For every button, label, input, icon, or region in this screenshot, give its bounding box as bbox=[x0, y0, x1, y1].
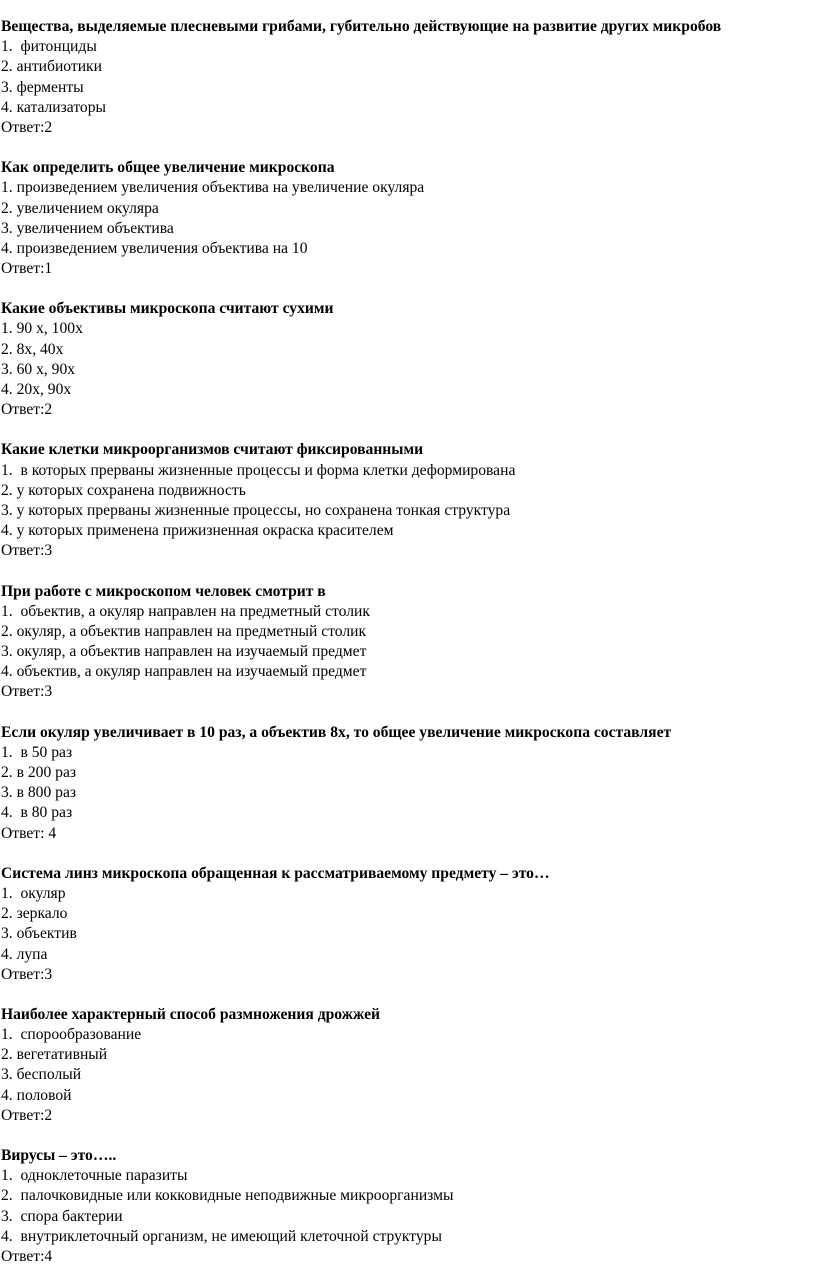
question-block bbox=[1, 17, 816, 138]
correct-answer: Ответ:3 bbox=[1, 542, 53, 560]
question-title: Какие клетки микроорганизмов считают фиксированными bbox=[1, 441, 424, 459]
correct-answer: Ответ:2 bbox=[1, 401, 53, 419]
answer-option: 4. 20х, 90х bbox=[1, 381, 72, 398]
question-title: Вещества, выделяемые плесневыми грибами, губительно действующие на развитие других микробов bbox=[1, 18, 722, 35]
answer-option: 4. внутриклеточный организм, не имеющий клеточной структуры bbox=[1, 1227, 442, 1245]
answer-option: 1. 90 х, 100х bbox=[1, 320, 83, 338]
answer-option: 3. у которых прерваны жизненные процессы, но сохранена тонкая структура bbox=[1, 501, 511, 519]
answer-option: 4. объектив, а окуляр направлен на изучаемый предмет bbox=[1, 663, 367, 681]
answer-option: 1. одноклеточные паразиты bbox=[1, 1167, 188, 1185]
answer-option: 4. лупа bbox=[1, 945, 48, 963]
question-title: Вирусы – это….. bbox=[1, 1147, 117, 1164]
question-title: При работе с микроскопом человек смотрит в bbox=[1, 582, 326, 600]
answer-option: 3. окуляр, а объектив направлен на изучаемый предмет bbox=[1, 643, 367, 661]
question-title: Как определить общее увеличение микроскопа bbox=[1, 159, 335, 177]
answer-option: 2. у которых сохранена подвижность bbox=[1, 481, 246, 499]
answer-option: 1. в которых прерваны жизненные процессы и форма клетки деформирована bbox=[1, 461, 516, 479]
question-block bbox=[1, 158, 816, 279]
answer-option: 2. 8х, 40х bbox=[1, 340, 64, 358]
answer-option: 2. антибиотики bbox=[1, 58, 102, 76]
correct-answer: Ответ:3 bbox=[1, 683, 53, 701]
answer-option: 1. объектив, а окуляр направлен на предметный столик bbox=[1, 602, 370, 620]
answer-option: 2. палочковидные или кокковидные неподвижные микроорганизмы bbox=[1, 1187, 454, 1205]
answer-option: 4. произведением увеличения объектива на 10 bbox=[1, 239, 308, 257]
answer-option: 3. бесполый bbox=[1, 1066, 82, 1084]
question-title: Наиболее характерный способ размножения дрожжей bbox=[1, 1005, 380, 1023]
answer-option: 2. увеличением окуляра bbox=[1, 199, 159, 217]
answer-option: 1. фитонциды bbox=[1, 38, 97, 56]
answer-option: 3. в 800 раз bbox=[1, 784, 77, 802]
correct-answer: Ответ:4 bbox=[1, 1247, 53, 1265]
answer-option: 1. в 50 раз bbox=[1, 743, 73, 761]
correct-answer: Ответ:1 bbox=[1, 260, 53, 278]
question-block bbox=[1, 440, 816, 561]
answer-option: 3. спора бактерии bbox=[1, 1207, 123, 1225]
question-title: Какие объективы микроскопа считают сухими bbox=[1, 300, 334, 318]
answer-option: 3. увеличением объектива bbox=[1, 219, 174, 237]
question-block bbox=[1, 1005, 816, 1126]
answer-option: 2. окуляр, а объектив направлен на предметный столик bbox=[1, 622, 367, 640]
correct-answer: Ответ: 4 bbox=[1, 824, 57, 842]
answer-option: 2. зеркало bbox=[1, 905, 68, 923]
answer-option: 4. половой bbox=[1, 1086, 72, 1104]
answer-option: 3. объектив bbox=[1, 925, 77, 943]
answer-option: 3. ферменты bbox=[1, 78, 84, 96]
question-title: Если окуляр увеличивает в 10 раз, а объектив 8х, то общее увеличение микроскопа составляет bbox=[1, 723, 672, 741]
answer-option: 2. в 200 раз bbox=[1, 764, 77, 781]
answer-option: 3. 60 х, 90х bbox=[1, 360, 76, 378]
answer-option: 1. произведением увеличения объектива на увеличение окуляра bbox=[1, 179, 425, 197]
answer-option: 4. катализаторы bbox=[1, 98, 106, 116]
answer-option: 4. в 80 раз bbox=[1, 804, 73, 822]
answer-option: 4. у которых применена прижизненная окраска красителем bbox=[1, 522, 394, 540]
question-block bbox=[1, 299, 816, 420]
question-block bbox=[1, 864, 816, 985]
answer-option: 1. спорообразование bbox=[1, 1026, 142, 1044]
question-title: Система линз микроскопа обращенная к рассматриваемому предмету – это… bbox=[1, 864, 550, 882]
answer-option: 1. окуляр bbox=[1, 884, 66, 902]
answer-option: 2. вегетативный bbox=[1, 1046, 108, 1064]
correct-answer: Ответ:2 bbox=[1, 118, 53, 136]
question-block bbox=[1, 1146, 816, 1267]
question-block bbox=[1, 723, 816, 844]
question-block bbox=[1, 582, 816, 703]
correct-answer: Ответ:2 bbox=[1, 1106, 53, 1124]
correct-answer: Ответ:3 bbox=[1, 965, 53, 983]
